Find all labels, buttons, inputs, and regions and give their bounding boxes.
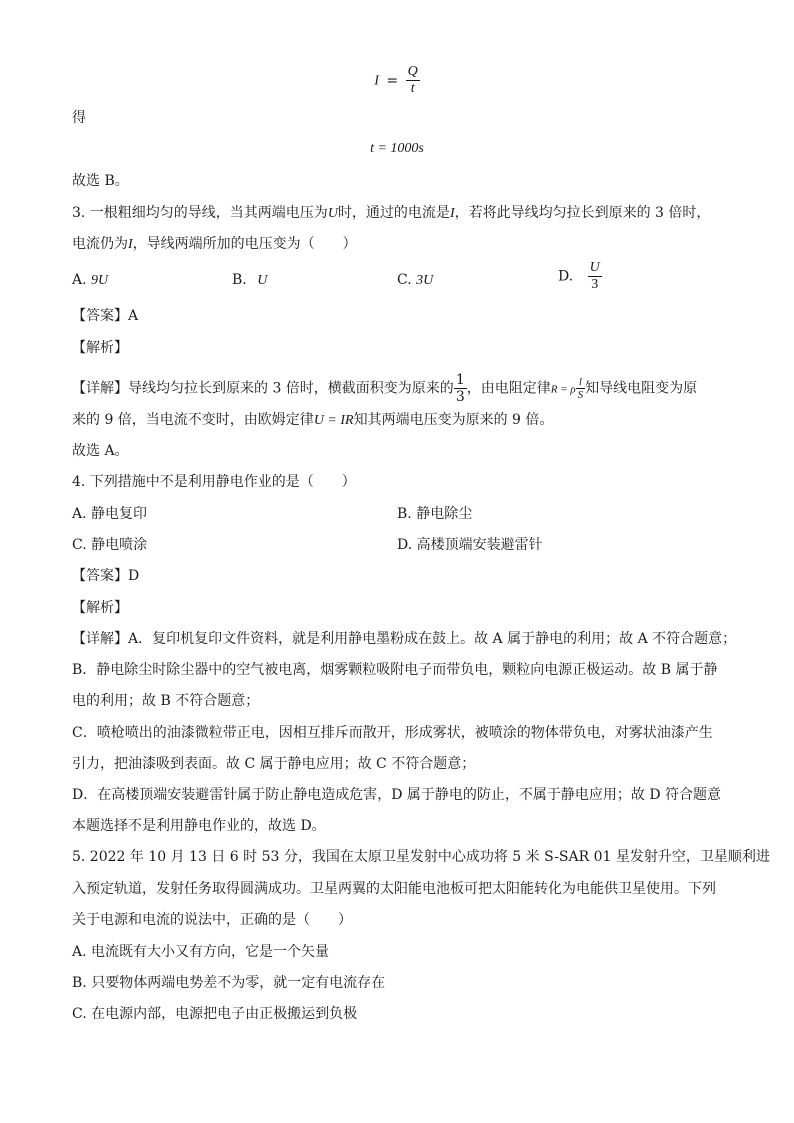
q3-text: 3. 一根粗细均匀的导线，当其两端电压为 <box>72 205 328 221</box>
q4-option-c: C. 静电喷涂 <box>72 537 148 553</box>
formula-denominator: t <box>410 81 415 96</box>
q4-detail-line4: C．喷枪喷出的油漆微粒带正电，因相互排斥而散开，形成雾状，被喷涂的物体带负电，对雾状油漆产生 <box>72 725 713 741</box>
q3-option-d <box>558 260 602 293</box>
q4-detail-line3: 电的利用；故 B 不符合题意； <box>72 693 260 709</box>
q3-option-c <box>397 270 433 291</box>
q3-option-b <box>232 270 267 291</box>
q4-detail-line1: 【详解】A．复印机复印文件资料，就是利用静电墨粉成在鼓上。故 A 属于静电的利用；故 A 不符合题意； <box>72 631 737 647</box>
q3-detail-text: 来的 9 倍，当电流不变时，由欧姆定律 <box>72 412 314 428</box>
q3-option-a-value: 9U <box>91 273 109 288</box>
choose-b: 故选 B。 <box>72 173 129 189</box>
q3-resistance-formula: R = ρ <box>550 383 576 396</box>
q4-detail-line5: 引力，把油漆吸到表面。故 C 属于静电应用；故 C 不符合题意； <box>72 756 476 772</box>
q3-option-b-label: B. <box>232 272 247 288</box>
q3-option-a-label: A. <box>72 272 87 288</box>
q3-var-u: U <box>327 206 338 221</box>
q3-text: 电流仍为 <box>72 236 128 252</box>
q3-text: 时，通过的电流是 <box>337 205 450 221</box>
formula-eq: = <box>386 72 399 89</box>
q3-detail-text: 【详解】导线均匀拉长到原来的 3 倍时，横截面积变为原来的 <box>72 380 454 397</box>
q3-frac-numerator: 1 <box>455 372 465 388</box>
q3-detail-text: ，由电阻定律 <box>466 380 551 397</box>
q3-detail-line2 <box>72 410 553 431</box>
q3-option-a <box>72 270 108 291</box>
q3-choose: 故选 A。 <box>72 443 129 459</box>
q4-answer: 【答案】D <box>72 568 140 584</box>
q3-detail-line1 <box>72 372 697 405</box>
q4-detail-line7: 本题选择不是利用静电作业的，故选 D。 <box>72 818 326 834</box>
text-de: 得 <box>72 110 86 126</box>
q4-analysis: 【解析】 <box>72 600 128 616</box>
q3-option-b-value: U <box>257 273 268 288</box>
q5-stem-line1: 5. 2022 年 10 月 13 日 6 时 53 分，我国在太原卫星发射中心成功将 5 米 S-SAR 01 星发射升空，卫星顺利进 <box>72 849 770 865</box>
q3-stem-line2 <box>72 234 357 255</box>
formula-current <box>0 64 794 97</box>
q3-option-d-numerator: U <box>589 260 600 275</box>
q3-ohm-formula: U = IR <box>313 413 354 428</box>
q4-option-a: A. 静电复印 <box>72 506 148 522</box>
q3-detail-text: 知导线电阻变为原 <box>585 380 698 397</box>
q3-text: ，导线两端所加的电压变为（ ） <box>132 236 357 252</box>
formula-time: t = 1000s <box>370 141 424 156</box>
q3-option-d-denominator: 3 <box>591 277 599 292</box>
q3-option-c-value: 3U <box>416 273 434 288</box>
q5-option-c: C. 在电源内部，电源把电子由正极搬运到负极 <box>72 1006 358 1022</box>
q3-rho-numerator: l <box>576 376 586 389</box>
q3-var-i: I <box>128 237 133 252</box>
q3-answer: 【答案】A <box>72 308 139 324</box>
q5-stem-line3: 关于电源和电流的说法中，正确的是（ ） <box>72 912 352 928</box>
q3-stem-line1 <box>72 203 710 224</box>
q3-analysis: 【解析】 <box>72 340 128 356</box>
q4-detail-line6: D．在高楼顶端安装避雷针属于防止静电造成危害，D 属于静电的防止，不属于静电应用；故 D 符合题意 <box>72 787 722 803</box>
q5-stem-line2: 入预定轨道，发射任务取得圆满成功。卫星两翼的太阳能电池板可把太阳能转化为电能供卫星使用。下列 <box>72 881 716 897</box>
q5-option-a: A. 电流既有大小又有方向，它是一个矢量 <box>72 944 330 960</box>
q3-option-d-label: D. <box>558 268 574 285</box>
q3-rho-denominator: S <box>577 389 584 401</box>
q3-text: ，若将此导线均匀拉长到原来的 3 倍时， <box>454 205 711 221</box>
q3-option-c-label: C. <box>397 272 412 288</box>
q4-detail-line2: B．静电除尘时除尘器中的空气被电离，烟雾颗粒吸附电子而带负电，颗粒向电源正极运动。故 B 属于静 <box>72 662 718 678</box>
q4-option-b: B. 静电除尘 <box>397 506 473 522</box>
q3-detail-text: 知其两端电压变为原来的 9 倍。 <box>353 412 554 428</box>
q3-var-i: I <box>449 206 455 221</box>
formula-lhs: I <box>374 73 379 89</box>
q4-option-d: D. 高楼顶端安装避雷针 <box>397 537 543 553</box>
q4-stem: 4. 下列措施中不是利用静电作业的是（ ） <box>72 474 356 490</box>
q5-option-b: B. 只要物体两端电势差不为零，就一定有电流存在 <box>72 975 386 991</box>
formula-numerator: Q <box>407 64 418 79</box>
q3-frac-denominator: 3 <box>455 389 465 405</box>
